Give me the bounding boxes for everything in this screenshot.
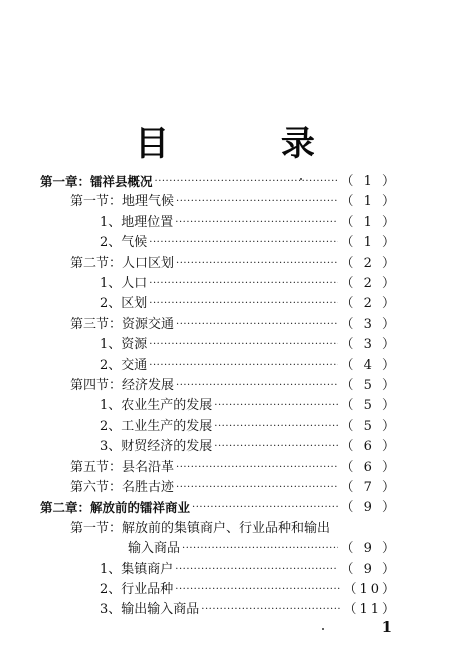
toc-leader-dots [176, 478, 338, 498]
toc-entry [100, 580, 398, 600]
toc-entry [70, 254, 398, 274]
toc-leader-dots [149, 356, 338, 376]
toc-leader-dots [176, 315, 338, 335]
toc-entry-label: 2、交通 [100, 357, 148, 373]
toc-entry [70, 519, 330, 539]
toc-entry-label: 1、集镇商户 [100, 561, 174, 577]
toc-entry-label: 第四节：经济发展 [70, 378, 175, 393]
toc-entry-page: （ 3 ） [340, 337, 398, 353]
toc-entry-page: （ 5 ） [340, 398, 398, 414]
toc-entry-label: 1、人口 [100, 276, 148, 291]
toc-entry-label: 1、资源 [100, 337, 148, 353]
toc-leader-dots [155, 172, 339, 192]
scan-speck [300, 178, 302, 180]
toc-entry [100, 356, 398, 376]
toc-entry-page: （ 5 ） [340, 378, 398, 393]
toc-entry [40, 498, 398, 518]
toc-leader-dots [176, 192, 338, 212]
toc-entry-page: （ 5 ） [340, 418, 398, 434]
page-number: 1 [381, 618, 392, 636]
toc-leader-dots [175, 580, 341, 600]
page-title: 目 录 [135, 124, 365, 164]
toc-leader-dots [149, 335, 338, 355]
toc-entry-label: 第五节：县名沿革 [70, 459, 175, 475]
toc-entry-label: 1、地理位置 [100, 214, 174, 230]
toc-entry-page: （ 9 ） [340, 541, 398, 557]
toc-entry-label: 第三节：资源交通 [70, 316, 175, 332]
toc-leader-dots [149, 274, 338, 294]
toc-leader-dots [201, 600, 341, 620]
toc-entry [100, 437, 398, 457]
toc-entry-page: （ 2 ） [340, 255, 398, 271]
toc-leader-dots [149, 233, 338, 253]
toc-leader-dots [214, 417, 338, 437]
toc-entry-page: （ 7 ） [340, 480, 398, 495]
toc-entry [100, 560, 398, 580]
toc-entry [70, 192, 398, 212]
toc-entry-label: 第一节：地理气候 [70, 194, 175, 210]
toc-entry-page: （ 2 ） [340, 276, 398, 291]
toc-entry [100, 274, 398, 294]
toc-entry-label: 2、行业品种 [100, 582, 174, 597]
toc-entry [70, 376, 398, 396]
toc-leader-dots [182, 539, 338, 559]
toc-entry-label: 3、财贸经济的发展 [100, 439, 213, 455]
toc-leader-dots [149, 294, 338, 314]
toc-entry [100, 600, 398, 620]
toc-leader-dots [175, 213, 338, 233]
toc-leader-dots [176, 376, 338, 396]
toc-leader-dots [175, 560, 338, 580]
toc-entry [100, 213, 398, 233]
toc-entry-label: 第二章：解放前的镭祥商业 [40, 500, 191, 516]
toc-leader-dots [192, 498, 338, 518]
toc-leader-dots [176, 254, 338, 274]
toc-entry [100, 417, 398, 437]
toc-entry-label: 3、输出输入商品 [100, 602, 200, 618]
toc-entry-page: （11） [343, 602, 398, 618]
toc-entry [100, 396, 398, 416]
toc-entry [70, 478, 398, 498]
toc-entry-page: （ 6 ） [340, 439, 398, 455]
toc-entry-label: 第二节：人口区划 [70, 255, 175, 271]
toc-entry-label: 2、工业生产的发展 [100, 418, 213, 434]
toc-entry-label: 第一章：镭祥县概况 [40, 174, 153, 189]
toc-entry [100, 294, 398, 314]
toc-entry-label: 输入商品 [128, 541, 181, 557]
toc-entry-label: 第六节：名胜古迹 [70, 480, 175, 495]
toc-entry-page: （10） [343, 582, 398, 597]
toc-entry [100, 335, 398, 355]
toc-entry [100, 233, 398, 253]
toc-entry [128, 539, 398, 559]
toc-entry-page: （ 1 ） [340, 214, 398, 230]
toc-entry-page: （ 3 ） [340, 316, 398, 332]
toc-entry-page: （ 4 ） [340, 357, 398, 373]
toc-entry-page: （ 1 ） [340, 174, 398, 189]
toc-entry-page: （ 1 ） [340, 235, 398, 251]
toc-entry-label: 2、气候 [100, 235, 148, 251]
toc-entry [40, 172, 398, 192]
toc-entry-page: （ 2 ） [340, 296, 398, 312]
toc-entry-page: （ 6 ） [340, 459, 398, 475]
toc-entry [70, 315, 398, 335]
toc-entry-label: 第一节：解放前的集镇商户、行业品种和输出 [70, 520, 331, 536]
toc-entry [70, 458, 398, 478]
toc-leader-dots [176, 458, 338, 478]
toc-entry-page: （ 9 ） [340, 500, 398, 516]
scan-speck [322, 628, 324, 630]
toc-leader-dots [214, 437, 338, 457]
toc-entry-page: （ 9 ） [340, 561, 398, 577]
toc-leader-dots [214, 396, 338, 416]
toc-entry-page: （ 1 ） [340, 194, 398, 210]
toc-entry-label: 2、区划 [100, 296, 148, 312]
toc-entry-label: 1、农业生产的发展 [100, 398, 213, 414]
